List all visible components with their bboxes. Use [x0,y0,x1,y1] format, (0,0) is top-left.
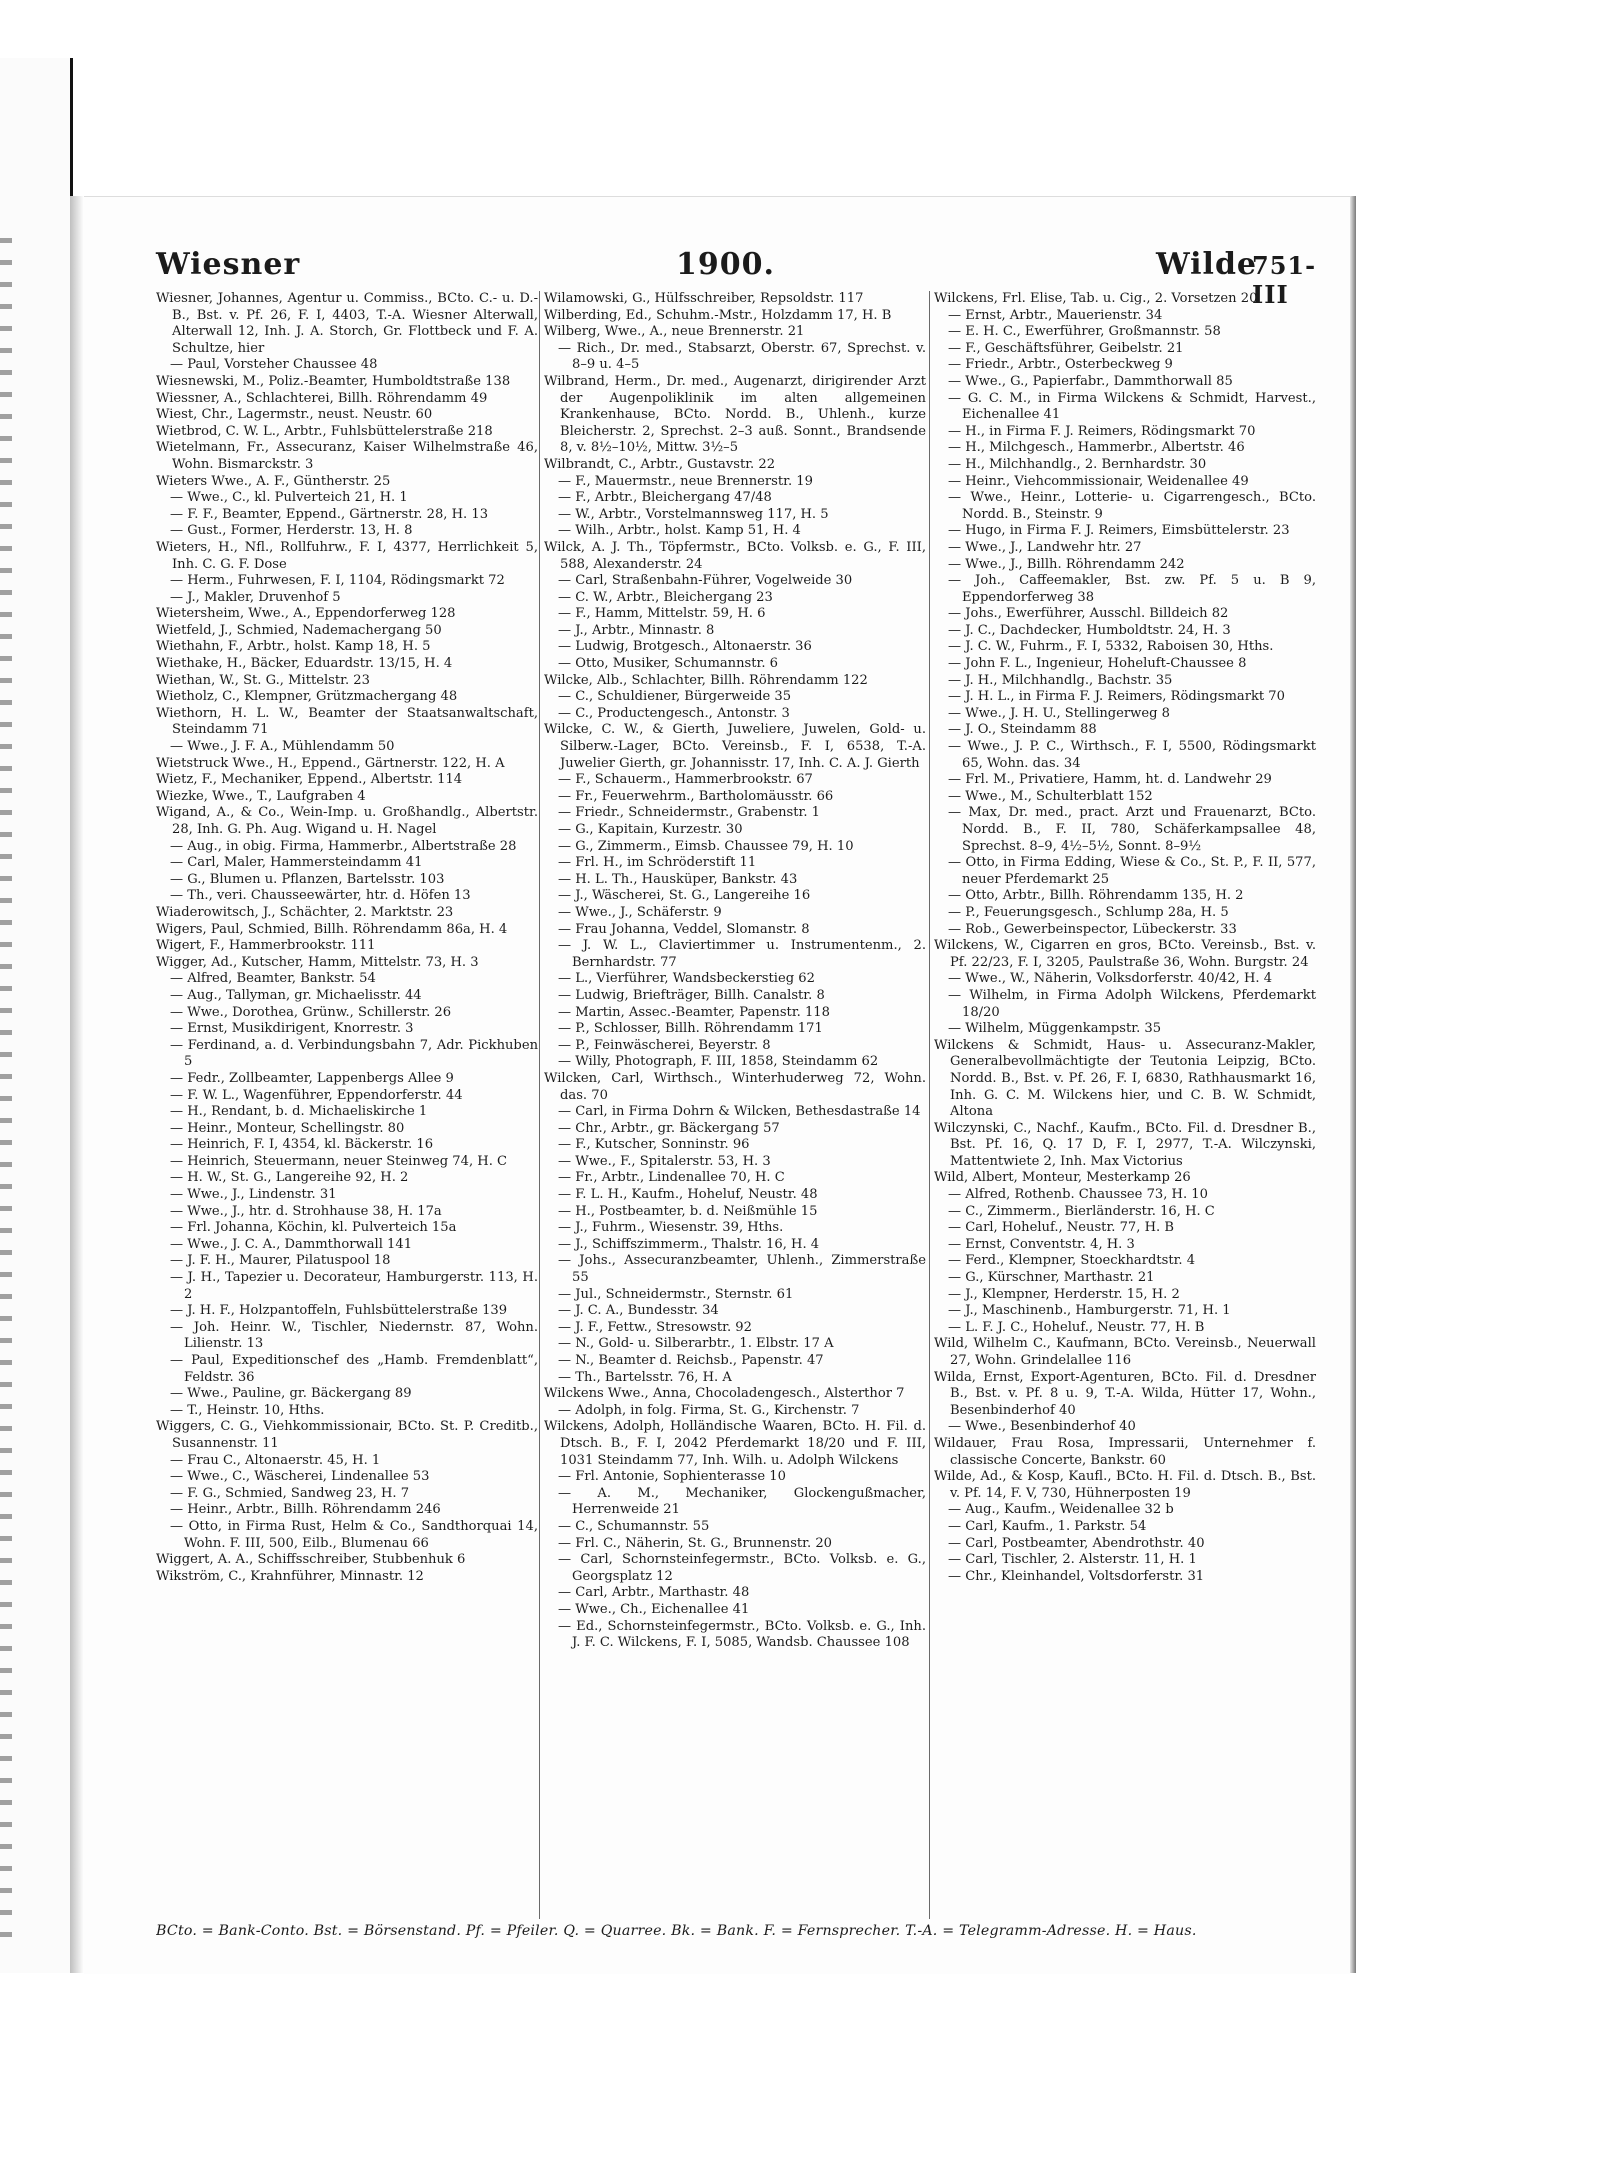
directory-entry: — L., Vierführer, Wandsbeckerstieg 62 [558,971,815,987]
directory-entry: Wiggert, A. A., Schiffsschreiber, Stubbenhuk 6 [156,1552,466,1568]
directory-entry: — Jul., Schneidermstr., Sternstr. 61 [558,1286,794,1302]
directory-entry: — J. W. L., Claviertimmer u. Instrumentenm., 2. Bernhardstr. 77 [558,938,926,970]
previous-page-text-fragment [0,1910,12,1915]
directory-entry: Wiggers, C. G., Viehkommissionair, BCto. St. P. Creditb., Susannenstr. 11 [156,1419,538,1451]
directory-entry: Wilckens, Frl. Elise, Tab. u. Cig., 2. Vorsetzen 20 [934,291,1258,306]
directory-entry: Wiesnewski, M., Poliz.-Beamter, Humboldtstraße 138 [156,373,511,389]
page-edge [1350,196,1356,1973]
directory-entry: — Aug., Tallyman, gr. Michaelisstr. 44 [170,987,422,1003]
directory-entry: Wiest, Chr., Lagermstr., neust. Neustr. 60 [156,407,433,423]
directory-entry: — Wwe., Ch., Eichenallee 41 [558,1601,750,1617]
previous-page-text-fragment [0,1624,12,1629]
previous-page-text-fragment [0,656,12,661]
directory-entry: — Wwe., J., Schäferstr. 9 [558,904,722,920]
directory-entry: — Chr., Kleinhandel, Voltsdorferstr. 31 [948,1568,1205,1584]
directory-entry: — P., Feinwäscherei, Beyerstr. 8 [558,1037,771,1053]
directory-entry: — Frl. M., Privatiere, Hamm, ht. d. Landwehr 29 [948,772,1272,788]
directory-entry: — J. H., Tapezier u. Decorateur, Hamburgerstr. 113, H. 2 [170,1270,538,1302]
directory-entry: — J., Wäscherei, St. G., Langereihe 16 [558,888,811,904]
directory-entry: Wiaderowitsch, J., Schächter, 2. Marktstr. 23 [156,904,454,920]
entries-column-2 [544,291,926,1919]
directory-entry: — J. O., Steindamm 88 [948,722,1097,738]
previous-page-text-fragment [0,1602,12,1607]
previous-page-text-fragment [0,1206,12,1211]
directory-entry: — G. C. M., in Firma Wilckens & Schmidt, Harvest., Eichenallee 41 [948,390,1316,423]
directory-entry: — Wwe., G., Papierfabr., Dammthorwall 85 [948,373,1233,389]
directory-entry: — C., Zimmerm., Bierländerstr. 16, H. C [948,1203,1215,1219]
previous-page-text-fragment [0,590,12,595]
previous-page-text-fragment [0,1734,12,1739]
directory-entry: — Wwe., Pauline, gr. Bäckergang 89 [170,1386,412,1402]
directory-entry: — Carl, Schornsteinfegermstr., BCto. Volksb. e. G., Georgsplatz 12 [558,1552,926,1584]
previous-page-text-fragment [0,1074,12,1079]
directory-entry: — J. F. H., Maurer, Pilatuspool 18 [170,1253,391,1269]
directory-entry: — Carl, Maler, Hammersteindamm 41 [170,855,423,871]
previous-page-text-fragment [0,436,12,441]
directory-entry: — N., Beamter d. Reichsb., Papenstr. 47 [558,1353,824,1368]
directory-entry: Wiethake, H., Bäcker, Eduardstr. 13/15, H. 4 [156,656,453,672]
directory-entry: — Th., Bartelsstr. 76, H. A [558,1369,732,1385]
directory-entry: — Wwe., Heinr., Lotterie- u. Cigarrengesch., BCto. Nordd. B., Steinstr. 9 [948,490,1316,522]
previous-page-text-fragment [0,414,12,419]
directory-entry: — Ernst, Musikdirigent, Knorrestr. 3 [170,1021,414,1037]
directory-entry: — H., Rendant, b. d. Michaeliskirche 1 [170,1104,428,1120]
directory-entry: — P., Feuerungsgesch., Schlump 28a, H. 5 [948,904,1229,920]
directory-entry: — T., Heinstr. 10, Hths. [170,1402,325,1418]
previous-page-text-fragment [0,1030,12,1035]
directory-entry: — J., Arbtr., Minnastr. 8 [558,622,715,638]
directory-entry: — F. G., Schmied, Sandweg 23, H. 7 [170,1485,410,1501]
directory-entry: — J., Schiffszimmerm., Thalstr. 16, H. 4 [558,1236,820,1252]
directory-entry: — J. H., Milchhandlg., Bachstr. 35 [948,672,1173,688]
directory-entry: — Wwe., C., kl. Pulverteich 21, H. 1 [170,490,408,506]
directory-entry: — Heinrich, Steuermann, neuer Steinweg 74, H. C [170,1153,508,1169]
directory-entry: — J. C. W., Fuhrm., F. I, 5332, Raboisen 30, Hths. [948,639,1274,655]
directory-entry: Wilckens, Adolph, Holländische Waaren, BCto. H. Fil. d. Dtsch. B., F. I, 2042 Pferdemarkt 18/20 und F. III, 1031 Steindamm 77, Inh. Wilh. u. Adolph Wilckens [544,1419,926,1468]
previous-page-text-fragment [0,304,12,309]
directory-entry: — L. F. J. C., Hoheluf., Neustr. 77, H. B [948,1319,1205,1335]
directory-entry: — H., Milchhandlg., 2. Bernhardstr. 30 [948,456,1207,472]
previous-page-text-fragment [0,1580,12,1585]
previous-page-text-fragment [0,568,12,573]
directory-entry: — Wwe., J., Lindenstr. 31 [170,1187,337,1203]
previous-page-text-fragment [0,1470,12,1475]
directory-entry: Wild, Wilhelm C., Kaufmann, BCto. Vereinsb., Neuerwall 27, Wohn. Grindelallee 116 [934,1336,1316,1368]
directory-entry: — Rich., Dr. med., Stabsarzt, Oberstr. 67, Sprechst. v. 8–9 u. 4–5 [558,340,926,373]
previous-page-text-fragment [0,1360,12,1365]
directory-entry: Wigers, Paul, Schmied, Billh. Röhrendamm 86a, H. 4 [156,921,508,937]
previous-page-text-fragment [0,876,12,881]
directory-entry: — Alfred, Beamter, Bankstr. 54 [170,971,376,987]
directory-entry: — J., Maschinenb., Hamburgerstr. 71, H. 1 [948,1303,1231,1319]
previous-page-text-fragment [0,370,12,375]
previous-page-text-fragment [0,898,12,903]
directory-entry: — F., Geschäftsführer, Geibelstr. 21 [948,340,1184,356]
previous-page-text-fragment [0,392,12,397]
previous-page-text-fragment [0,1052,12,1057]
directory-entry: — Otto, in Firma Rust, Helm & Co., Sandthorquai 14, Wohn. F. III, 500, Eilb., Blumenau 66 [170,1518,538,1551]
directory-entry: — Wwe., Dorothea, Grünw., Schillerstr. 26 [170,1004,452,1020]
directory-entry: — H., Milchgesch., Hammerbr., Albertstr. 46 [948,440,1245,456]
previous-page-text-fragment [0,1822,12,1827]
directory-entry: — Wwe., J. C. A., Dammthorwall 141 [170,1236,413,1252]
previous-page-text-fragment [0,744,12,749]
directory-entry: — C., Schuldiener, Bürgerweide 35 [558,689,792,705]
previous-page-text-fragment [0,326,12,331]
previous-page-text-fragment [0,348,12,353]
directory-entry: Wilberg, Wwe., A., neue Brennerstr. 21 [544,324,805,340]
previous-page-text-fragment [0,546,12,551]
previous-page-text-fragment [0,1690,12,1695]
directory-entry: Wildauer, Frau Rosa, Impressarii, Unternehmer f. classische Concerte, Bankstr. 60 [934,1435,1316,1468]
previous-page-text-fragment [0,1932,12,1937]
previous-page-text-fragment [0,1448,12,1453]
directory-entry: — Ernst, Conventstr. 4, H. 3 [948,1236,1135,1252]
directory-entry: — Wwe., J. P. C., Wirthsch., F. I, 5500, Rödingsmarkt 65, Wohn. das. 34 [948,739,1316,771]
previous-page-edge [0,58,73,1973]
directory-entry: — Wwe., C., Wäscherei, Lindenallee 53 [170,1469,430,1485]
previous-page-text-fragment [0,788,12,793]
directory-entry: — Heinrich, F. I, 4354, kl. Bäckerstr. 16 [170,1137,434,1153]
previous-page-text-fragment [0,1800,12,1805]
directory-entry: — Wwe., J. F. A., Mühlendamm 50 [170,739,395,755]
directory-entry: Wilcken, Carl, Wirthsch., Winterhuderweg 72, Wohn. das. 70 [544,1070,926,1103]
directory-entry: — Frl. H., im Schröderstift 11 [558,855,757,871]
directory-entry: Wilda, Ernst, Export-Agenturen, BCto. Fil. d. Dresdner B., Bst. v. Pf. 8 u. 9, T.-A. Wilda, Hütter 17, Wohn., Besenbinderhof 40 [934,1369,1316,1418]
previous-page-text-fragment [0,1668,12,1673]
previous-page-text-fragment [0,260,12,265]
directory-entry: Wilck, A. J. Th., Töpfermstr., BCto. Volksb. e. G., F. III, 588, Alexanderstr. 24 [544,539,926,572]
directory-entry: Wilckens Wwe., Anna, Chocoladengesch., Alsterthor 7 [544,1386,905,1402]
directory-entry: Wigand, A., & Co., Wein-Imp. u. Großhandlg., Albertstr. 28, Inh. G. Ph. Aug. Wigand u. H. Nagel [156,805,538,837]
previous-page-text-fragment [0,1316,12,1321]
directory-entry: — Fr., Arbtr., Lindenallee 70, H. C [558,1170,785,1186]
book-gutter [70,196,84,1973]
previous-page-text-fragment [0,1646,12,1651]
directory-entry: — Friedr., Schneidermstr., Grabenstr. 1 [558,805,820,821]
directory-entry: — Carl, in Firma Dohrn & Wilcken, Bethesdastraße 14 [558,1104,921,1120]
directory-entry: — Wwe., Besenbinderhof 40 [948,1419,1136,1435]
directory-entry: — Carl, Postbeamter, Abendrothstr. 40 [948,1535,1205,1551]
directory-entry: — Carl, Tischler, 2. Alsterstr. 11, H. 1 [948,1552,1197,1568]
previous-page-text-fragment [0,1492,12,1497]
previous-page-text-fragment [0,1866,12,1871]
directory-entry: — Herm., Fuhrwesen, F. I, 1104, Rödingsmarkt 72 [170,573,505,589]
directory-entry: — Paul, Vorsteher Chaussee 48 [170,357,378,373]
directory-entry: — G., Kürschner, Marthastr. 21 [948,1270,1155,1286]
directory-entry: — G., Kapitain, Kurzestr. 30 [558,822,743,837]
directory-entry: Wilbrand, Herm., Dr. med., Augenarzt, dirigirender Arzt der Augenpoliklinik im alten allgemeinen Krankenhause, BCto. Nordd. B., Uhlenh., kurze Bleicherstr. 2, Sprechst. 2–3 auß. Sonnt., Brandsende 8, v. 8½–10½, Mittw. 3½–5 [544,373,926,456]
column-divider [929,291,930,1919]
previous-page-text-fragment [0,986,12,991]
directory-entry: — G., Blumen u. Pflanzen, Bartelsstr. 103 [170,871,445,887]
directory-entry: — G., Zimmerm., Eimsb. Chaussee 79, H. 10 [558,838,854,854]
directory-entry: Wietholz, C., Klempner, Grützmachergang 48 [156,689,458,705]
directory-entry: — J., Makler, Druvenhof 5 [170,589,341,605]
previous-page-text-fragment [0,1756,12,1761]
directory-entry: — Ferdinand, a. d. Verbindungsbahn 7, Adr. Pickhuben 5 [170,1037,538,1070]
entries-column-3 [934,291,1316,1919]
directory-entry: — C. W., Arbtr., Bleichergang 23 [558,589,773,605]
previous-page-text-fragment [0,942,12,947]
directory-entry: — Ernst, Arbtr., Mauerienstr. 34 [948,307,1163,323]
previous-page-text-fragment [0,1184,12,1189]
directory-entry: — Carl, Kaufm., 1. Parkstr. 54 [948,1518,1147,1534]
directory-entry: Wilbrandt, C., Arbtr., Gustavstr. 22 [544,456,776,472]
directory-entry: — J. H. L., in Firma F. J. Reimers, Rödingsmarkt 70 [948,689,1285,705]
directory-entry: — F., Mauermstr., neue Brennerstr. 19 [558,473,813,489]
previous-page-text-fragment [0,1162,12,1167]
previous-page-text-fragment [0,1338,12,1343]
previous-page-text-fragment [0,1250,12,1255]
directory-entry: — Ludwig, Brotgesch., Altonaerstr. 36 [558,639,812,655]
previous-page-text-fragment [0,1272,12,1277]
directory-entry: — Friedr., Arbtr., Osterbeckweg 9 [948,357,1173,373]
directory-entry: — Martin, Assec.-Beamter, Papenstr. 118 [558,1004,830,1020]
previous-page-text-fragment [0,1382,12,1387]
directory-entry: Wiezke, Wwe., T., Laufgraben 4 [156,788,366,804]
previous-page-text-fragment [0,458,12,463]
directory-page [84,196,1350,1974]
entries-column-1 [156,291,538,1919]
directory-entry: — Heinr., Viehcommissionair, Weidenallee 49 [948,473,1249,489]
directory-entry: Wiethahn, F., Arbtr., holst. Kamp 18, H. 5 [156,639,431,655]
directory-entry: — Ludwig, Briefträger, Billh. Canalstr. 8 [558,987,825,1003]
previous-page-text-fragment [0,1514,12,1519]
directory-entry: Wilcke, Alb., Schlachter, Billh. Röhrendamm 122 [544,672,868,688]
previous-page-text-fragment [0,832,12,837]
previous-page-text-fragment [0,766,12,771]
directory-entry: — Joh. Heinr. W., Tischler, Niedernstr. 87, Wohn. Lilienstr. 13 [170,1319,538,1352]
abbreviations-footer: BCto. = Bank-Conto. Bst. = Börsenstand. Pf. = Pfeiler. Q. = Quarree. Bk. = Bank. F. = Fernsprecher. T.-A. = Telegramm-Adresse. H. = Haus. [156,1923,1197,1939]
previous-page-text-fragment [0,612,12,617]
directory-entry: — H., Postbeamter, b. d. Neißmühle 15 [558,1203,818,1219]
previous-page-text-fragment [0,238,12,243]
directory-entry: — H. W., St. G., Langereihe 92, H. 2 [170,1170,409,1186]
directory-entry: Wigert, F., Hammerbrookstr. 111 [156,938,376,954]
directory-entry: — E. H. C., Ewerführer, Großmannstr. 58 [948,324,1221,340]
directory-entry: Wilczynski, C., Nachf., Kaufm., BCto. Fil. d. Dresdner B., Bst. Pf. 16, Q. 17 D, F. I, 2977, T.-A. Wilczynski, Mattentwiete 2, Inh. Max Victorius [934,1120,1316,1169]
previous-page-text-fragment [0,810,12,815]
directory-entry: Wieters, H., Nfl., Rollfuhrw., F. I, 4377, Herrlichkeit 5, Inh. C. G. F. Dose [156,539,538,572]
directory-entry: — Joh., Caffeemakler, Bst. zw. Pf. 5 u. B 9, Eppendorferweg 38 [948,573,1316,605]
directory-entry: — Ferd., Klempner, Stoeckhardtstr. 4 [948,1253,1196,1269]
directory-entry: Wilckens, W., Cigarren en gros, BCto. Vereinsb., Bst. v. Pf. 22/23, F. I, 3205, Paulstraße 36, Wohn. Burgstr. 24 [934,938,1316,970]
directory-entry: — Willy, Photograph, F. III, 1858, Steindamm 62 [558,1054,879,1070]
directory-entry: — Wilhelm, in Firma Adolph Wilckens, Pferdemarkt 18/20 [948,987,1316,1020]
directory-entry: — Otto, in Firma Edding, Wiese & Co., St. P., F. II, 577, neuer Pferdemarkt 25 [948,855,1316,887]
directory-entry: — F. F., Beamter, Eppend., Gärtnerstr. 28, H. 13 [170,506,489,522]
directory-entry: — Frau C., Altonaerstr. 45, H. 1 [170,1452,381,1468]
previous-page-text-fragment [0,1140,12,1145]
directory-entry: Wietstruck Wwe., H., Eppend., Gärtnerstr. 122, H. A [156,755,505,771]
directory-entry: — Chr., Arbtr., gr. Bäckergang 57 [558,1120,780,1136]
directory-entry: — Fr., Feuerwehrm., Bartholomäusstr. 66 [558,788,834,804]
directory-entry: — Heinr., Monteur, Schellingstr. 80 [170,1120,405,1136]
directory-entry: — Th., veri. Chausseewärter, htr. d. Höfen 13 [170,888,471,904]
directory-entry: — Wwe., F., Spitalerstr. 53, H. 3 [558,1153,771,1169]
previous-page-text-fragment [0,1118,12,1123]
directory-entry: — Ed., Schornsteinfegermstr., BCto. Volksb. e. G., Inh. J. F. C. Wilckens, F. I, 5085, Wandsb. Chaussee 108 [558,1618,926,1651]
directory-entry: Wiessner, A., Schlachterei, Billh. Röhrendamm 49 [156,390,488,406]
previous-page-text-fragment [0,1712,12,1717]
directory-entry: — Adolph, in folg. Firma, St. G., Kirchenstr. 7 [558,1402,860,1418]
previous-page-text-fragment [0,1888,12,1893]
directory-entry: — Paul, Expeditionschef des „Hamb. Fremdenblatt“, Feldstr. 36 [170,1353,538,1385]
directory-entry: — Otto, Musiker, Schumannstr. 6 [558,656,779,672]
directory-entry: Wiethan, W., St. G., Mittelstr. 23 [156,672,370,688]
directory-entry: Wietz, F., Mechaniker, Eppend., Albertstr. 114 [156,772,463,788]
directory-entry: — J. H. F., Holzpantoffeln, Fuhlsbüttelerstraße 139 [170,1303,508,1319]
directory-entry: — Wwe., J., htr. d. Strohhause 38, H. 17a [170,1203,442,1219]
directory-entry: — Wilh., Arbtr., holst. Kamp 51, H. 4 [558,523,801,539]
directory-entry: Wilde, Ad., & Kosp, Kaufl., BCto. H. Fil. d. Dtsch. B., Bst. v. Pf. 14, F. V, 730, Hühnerposten 19 [934,1469,1316,1501]
previous-page-text-fragment [0,480,12,485]
directory-entry: — F., Kutscher, Sonninstr. 96 [558,1137,750,1153]
directory-entry: Wilcke, C. W., & Gierth, Juweliere, Juwelen, Gold- u. Silberw.-Lager, BCto. Vereinsb., F. I, 6538, T.-A. Juwelier Gierth, gr. Johannisstr. 17, Inh. C. A. J. Gierth [544,722,926,771]
directory-entry: — F., Arbtr., Bleichergang 47/48 [558,490,772,506]
directory-entry: — Wwe., J. H. U., Stellingerweg 8 [948,705,1170,721]
directory-entry: Wieters Wwe., A. F., Güntherstr. 25 [156,473,391,489]
directory-entry: — H. L. Th., Hausküper, Bankstr. 43 [558,871,798,887]
directory-entry: — Alfred, Rothenb. Chaussee 73, H. 10 [948,1187,1208,1203]
previous-page-text-fragment [0,854,12,859]
directory-entry: — F., Hamm, Mittelstr. 59, H. 6 [558,606,766,622]
directory-entry: Wietelmann, Fr., Assecuranz, Kaiser Wilhelmstraße 46, Wohn. Bismarckstr. 3 [156,440,538,472]
previous-page-text-fragment [0,678,12,683]
directory-entry: Wigger, Ad., Kutscher, Hamm, Mittelstr. 73, H. 3 [156,954,479,970]
directory-entry: — Frl. Antonie, Sophienterasse 10 [558,1469,786,1485]
directory-entry: Wietfeld, J., Schmied, Nademachergang 50 [156,622,442,638]
directory-entry: — Carl, Straßenbahn-Führer, Vogelweide 30 [558,573,853,589]
directory-entry: — Rob., Gewerbeinspector, Lübeckerstr. 33 [948,921,1237,937]
directory-entry: — Gust., Former, Herderstr. 13, H. 8 [170,523,413,539]
previous-page-text-fragment [0,1426,12,1431]
previous-page-text-fragment [0,920,12,925]
directory-entry: — J., Fuhrm., Wiesenstr. 39, Hths. [558,1220,784,1236]
directory-entry: — C., Schumannstr. 55 [558,1518,710,1534]
header-year: 1900. [676,247,775,282]
previous-page-text-fragment [0,524,12,529]
directory-entry: — Max, Dr. med., pract. Arzt und Frauenarzt, BCto. Nordd. B., F. II, 780, Schäferkampsallee 48, Sprechst. 8–9, 4½–5½, Sonnt. 8–9½ [948,805,1316,854]
directory-entry: — P., Schlosser, Billh. Röhrendamm 171 [558,1021,823,1037]
header-first-name: Wiesner [156,247,301,282]
directory-entry: — J., Klempner, Herderstr. 15, H. 2 [948,1286,1180,1302]
previous-page-text-fragment [0,1008,12,1013]
directory-entry: — J. F., Fettw., Stresowstr. 92 [558,1319,752,1335]
directory-entry: Wikström, C., Krahnführer, Minnastr. 12 [156,1568,424,1584]
directory-entry: — John F. L., Ingenieur, Hoheluft-Chaussee 8 [948,656,1247,672]
directory-entry: — Wwe., M., Schulterblatt 152 [948,788,1153,804]
directory-entry: — H., in Firma F. J. Reimers, Rödingsmarkt 70 [948,423,1256,439]
directory-entry: — Hugo, in Firma F. J. Reimers, Eimsbüttelerstr. 23 [948,523,1290,539]
directory-entry: — Otto, Arbtr., Billh. Röhrendamm 135, H. 2 [948,888,1244,904]
directory-entry: — Johs., Assecuranzbeamter, Uhlenh., Zimmerstraße 55 [558,1253,926,1286]
previous-page-text-fragment [0,502,12,507]
directory-entry: — Fedr., Zollbeamter, Lappenbergs Allee 9 [170,1070,454,1086]
previous-page-text-fragment [0,1844,12,1849]
directory-entry: Wilckens & Schmidt, Haus- u. Assecuranz-Makler, Generalbevollmächtigte der Teutonia Leipzig, BCto. Nordd. B., Bst. v. Pf. 26, F. I, 6830, Rathhausmarkt 16, Inh. G. C. M. Wilckens hier, und C. B. W. Schmidt, Altona [934,1037,1316,1120]
previous-page-text-fragment [0,1404,12,1409]
directory-entry: — Carl, Hoheluf., Neustr. 77, H. B [948,1220,1174,1236]
directory-entry: — F., Schauerm., Hammerbrookstr. 67 [558,772,813,788]
directory-entry: Wiethorn, H. L. W., Beamter der Staatsanwaltschaft, Steindamm 71 [156,705,538,738]
directory-entry: — Johs., Ewerführer, Ausschl. Billdeich 82 [948,606,1229,622]
directory-entry: — C., Productengesch., Antonstr. 3 [558,705,790,721]
page-number: 751-III [1252,251,1317,309]
directory-entry: — Frau Johanna, Veddel, Slomanstr. 8 [558,921,810,937]
directory-entry: — Wwe., J., Billh. Röhrendamm 242 [948,556,1185,572]
header-last-name: Wilde [1156,247,1258,282]
previous-page-text-fragment [0,634,12,639]
directory-entry: — W., Arbtr., Vorstelmannsweg 117, H. 5 [558,506,829,522]
directory-entry: Wietbrod, C. W. L., Arbtr., Fuhlsbüttelerstraße 218 [156,423,493,439]
directory-entry: Wilamowski, G., Hülfsschreiber, Repsoldstr. 117 [544,291,864,306]
directory-entry: — A. M., Mechaniker, Glockengußmacher, Herrenweide 21 [558,1485,926,1518]
previous-page-text-fragment [0,722,12,727]
directory-entry: — F. L. H., Kaufm., Hoheluf, Neustr. 48 [558,1187,818,1203]
directory-entry: Wiesner, Johannes, Agentur u. Commiss., BCto. C.- u. D.-B., Bst. v. Pf. 26, F. I, 4403, T.-A. Wiesner Alterwall, Alterwall 12, Inh. J. A. Storch, Gr. Flottbeck und F. A. Schultze, hier [156,291,538,356]
previous-page-text-fragment [0,700,12,705]
directory-entry: — Frl. C., Näherin, St. G., Brunnenstr. 20 [558,1535,832,1551]
directory-entry: — J. C. A., Bundesstr. 34 [558,1303,719,1319]
directory-entry: Wilberding, Ed., Schuhm.-Mstr., Holzdamm 17, H. B [544,307,892,323]
directory-entry: — Aug., in obig. Firma, Hammerbr., Albertstraße 28 [170,838,517,854]
directory-entry: — Wilhelm, Müggenkampstr. 35 [948,1021,1162,1037]
previous-page-text-fragment [0,1778,12,1783]
directory-entry: — F. W. L., Wagenführer, Eppendorferstr. 44 [170,1087,463,1103]
directory-entry: Wild, Albert, Monteur, Mesterkamp 26 [934,1170,1191,1186]
directory-entry: Wietersheim, Wwe., A., Eppendorferweg 128 [156,606,456,622]
directory-entry: — Heinr., Arbtr., Billh. Röhrendamm 246 [170,1502,441,1518]
previous-page-text-fragment [0,282,12,287]
directory-entry: — Wwe., W., Näherin, Volksdorferstr. 40/42, H. 4 [948,971,1273,987]
previous-page-text-fragment [0,1558,12,1563]
directory-entry: — Carl, Arbtr., Marthastr. 48 [558,1585,750,1601]
previous-page-text-fragment [0,1294,12,1299]
column-divider [539,291,540,1919]
directory-entry: — J. C., Dachdecker, Humboldtstr. 24, H. 3 [948,622,1231,638]
directory-entry: — Frl. Johanna, Köchin, kl. Pulverteich 15a [170,1220,457,1236]
previous-page-text-fragment [0,1536,12,1541]
directory-entry: — N., Gold- u. Silberarbtr., 1. Elbstr. 17 A [558,1336,834,1352]
previous-page-text-fragment [0,1096,12,1101]
previous-page-text-fragment [0,1228,12,1233]
directory-entry: — Wwe., J., Landwehr htr. 27 [948,539,1142,555]
directory-entry: — Aug., Kaufm., Weidenallee 32 b [948,1502,1174,1518]
previous-page-text-fragment [0,964,12,969]
